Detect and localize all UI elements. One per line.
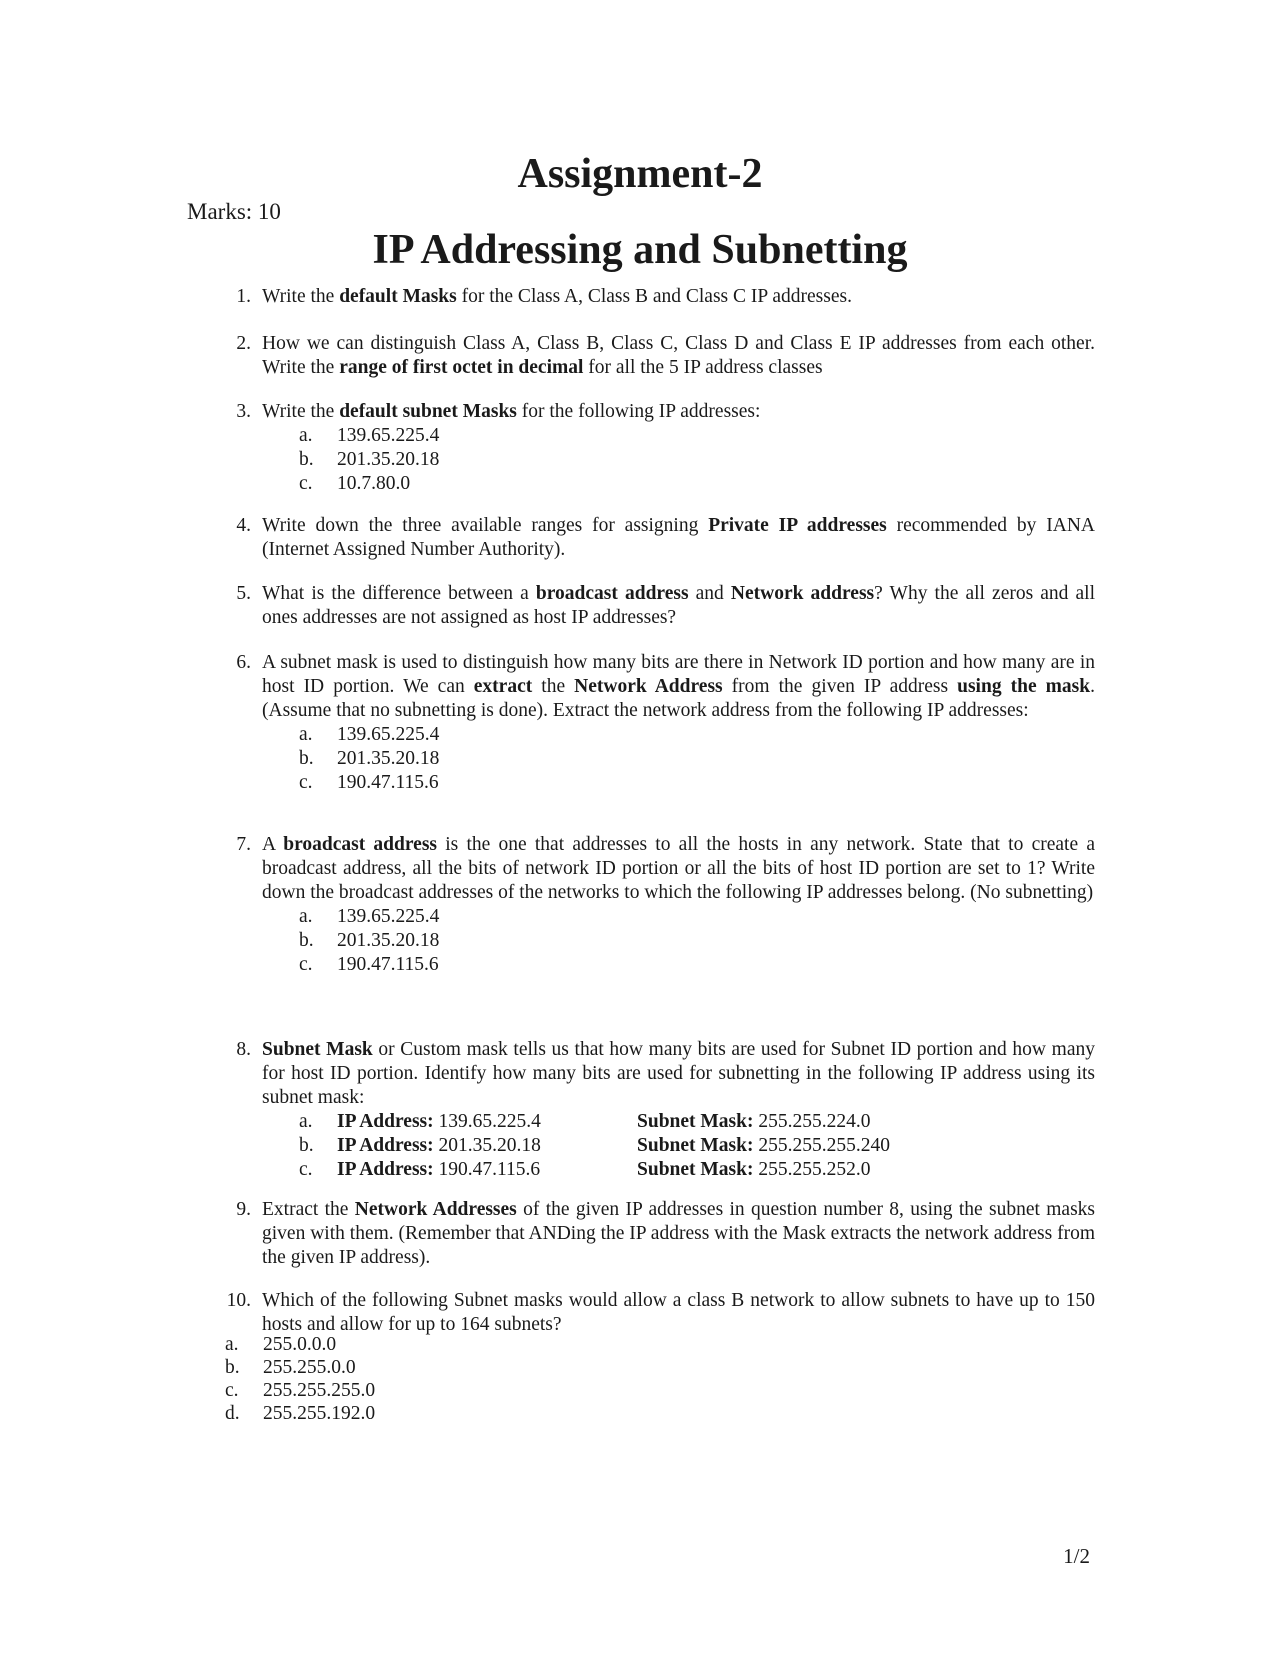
question-text: How we can distinguish Class A, Class B, Class C, Class D and Class E IP addresses from each other. Write the range of first octet in decimal for all the 5 IP address classes bbox=[262, 333, 1095, 378]
list-item: b. IP Address: 201.35.20.18 Subnet Mask: 255.255.255.240 bbox=[299, 1135, 890, 1156]
page-title: Assignment-2 bbox=[517, 151, 763, 197]
list-item: c. IP Address: 190.47.115.6 Subnet Mask: 255.255.252.0 bbox=[299, 1159, 871, 1180]
question-text: Write the default Masks for the Class A, Class B and Class C IP addresses. bbox=[262, 286, 852, 307]
page-subtitle: IP Addressing and Subnetting bbox=[372, 227, 908, 273]
question-9 bbox=[225, 1198, 1095, 1270]
list-item: a. 139.65.225.4 bbox=[299, 425, 440, 446]
question-text: A broadcast address is the one that addresses to all the hosts in any network. State that to create a broadcast address, all the bits of network ID portion or all the bits of host ID portion are set to 1? Write down the broadcast addresses of the networks to which the following IP addresses belong. (No subnetting) bbox=[262, 834, 1095, 903]
question-1 bbox=[225, 285, 1095, 309]
page-number: 1/2 bbox=[1063, 1544, 1090, 1568]
question-number: 8. bbox=[236, 1039, 251, 1060]
question-number: 4. bbox=[236, 515, 251, 536]
question-text: Which of the following Subnet masks would allow a class B network to allow subnets to have up to 150 hosts and allow for up to 164 subnets? bbox=[262, 1290, 1095, 1335]
list-item: b. 201.35.20.18 bbox=[299, 930, 440, 951]
question-10 bbox=[225, 1289, 1095, 1337]
question-text: A subnet mask is used to distinguish how many bits are there in Network ID portion and how many are in host ID portion. We can extract the Network Address from the given IP address using the mask. (Assume that no subnetting is done). Extract the network address from the following IP addresses: bbox=[262, 652, 1095, 721]
list-item: c. 10.7.80.0 bbox=[299, 473, 411, 494]
question-5 bbox=[225, 582, 1095, 630]
question-number: 1. bbox=[236, 286, 251, 307]
list-item: b. 201.35.20.18 bbox=[299, 449, 440, 470]
question-3 bbox=[225, 400, 1095, 496]
question-number: 2. bbox=[236, 333, 251, 354]
list-item: a. 139.65.225.4 bbox=[299, 906, 440, 927]
question-4 bbox=[225, 514, 1095, 562]
question-7 bbox=[225, 833, 1095, 977]
question-text: Subnet Mask or Custom mask tells us that how many bits are used for Subnet ID portion and how many for host ID portion. Identify how many bits are used for subnetting in the following IP address using its subnet mask: bbox=[262, 1039, 1095, 1108]
question-6 bbox=[225, 651, 1095, 795]
question-number: 6. bbox=[236, 652, 251, 673]
list-item: a. 139.65.225.4 bbox=[299, 724, 440, 745]
list-item: a. IP Address: 139.65.225.4 Subnet Mask: 255.255.224.0 bbox=[299, 1111, 871, 1132]
question-text: Extract the Network Addresses of the given IP addresses in question number 8, using the subnet masks given with them. (Remember that ANDing the IP address with the Mask extracts the network address from the given IP address). bbox=[262, 1199, 1096, 1268]
list-item: c. 190.47.115.6 bbox=[299, 772, 439, 793]
question-8 bbox=[225, 1038, 1095, 1182]
question-number: 5. bbox=[236, 583, 251, 604]
question-2 bbox=[225, 332, 1095, 380]
question-number: 7. bbox=[236, 834, 251, 855]
question-text: Write down the three available ranges for assigning Private IP addresses recommended by IANA (Internet Assigned Number Authority). bbox=[262, 515, 1095, 560]
list-item: c. 190.47.115.6 bbox=[299, 954, 439, 975]
question-number: 10. bbox=[226, 1290, 251, 1311]
question-text: What is the difference between a broadcast address and Network address? Why the all zeros and all ones addresses are not assigned as host IP addresses? bbox=[262, 583, 1096, 628]
question-number: 9. bbox=[236, 1199, 251, 1220]
marks-label: Marks: 10 bbox=[187, 199, 281, 224]
question-number: 3. bbox=[236, 401, 251, 422]
question-text: Write the default subnet Masks for the following IP addresses: bbox=[262, 401, 761, 422]
list-item: b. 201.35.20.18 bbox=[299, 748, 440, 769]
